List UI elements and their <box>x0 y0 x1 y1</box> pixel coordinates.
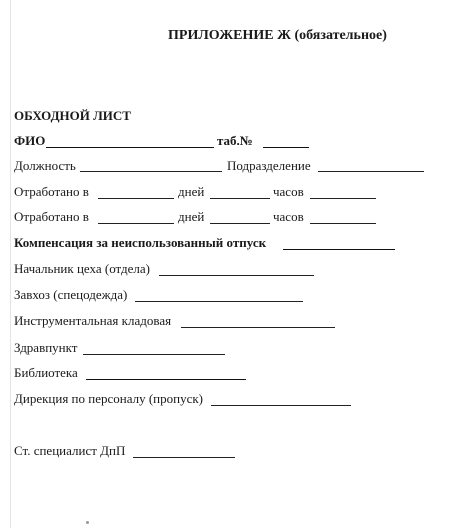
days-field-2[interactable] <box>210 223 270 224</box>
medical-field[interactable] <box>83 354 225 355</box>
hours-label-2: часов <box>273 209 304 224</box>
fio-field[interactable] <box>46 147 214 148</box>
department-label: Подразделение <box>227 158 311 173</box>
hr-directorate-label: Дирекция по персоналу (пропуск) <box>14 391 203 406</box>
position-label: Должность <box>14 158 76 173</box>
department-field[interactable] <box>318 171 424 172</box>
library-label: Библиотека <box>14 365 78 380</box>
days-label-2: дней <box>178 209 205 224</box>
appendix-title: ПРИЛОЖЕНИЕ Ж (обязательное) <box>168 28 387 43</box>
compensation-label: Компенсация за неиспользованный отпуск <box>14 235 267 250</box>
tool-storage-field[interactable] <box>181 327 335 328</box>
hours-field-1[interactable] <box>310 198 376 199</box>
specialist-label: Ст. специалист ДпП <box>14 443 126 458</box>
worked-label-1: Отработано в <box>14 184 89 199</box>
supply-field[interactable] <box>135 301 303 302</box>
days-label-1: дней <box>178 184 205 199</box>
hours-label-1: часов <box>273 184 304 199</box>
tool-storage-label: Инструментальная кладовая <box>14 313 172 328</box>
scan-speck <box>86 521 89 524</box>
specialist-field[interactable] <box>133 457 235 458</box>
form-title: ОБХОДНОЙ ЛИСТ <box>14 108 131 123</box>
hr-directorate-field[interactable] <box>211 405 351 406</box>
position-field[interactable] <box>80 171 222 172</box>
library-field[interactable] <box>86 379 246 380</box>
fio-label: ФИО <box>14 133 46 148</box>
shop-head-field[interactable] <box>159 275 314 276</box>
worked-period-field-2[interactable] <box>98 223 174 224</box>
tab-number-field[interactable] <box>263 147 309 148</box>
supply-label: Завхоз (спецодежда) <box>14 287 128 302</box>
worked-label-2: Отработано в <box>14 209 89 224</box>
shop-head-label: Начальник цеха (отдела) <box>14 261 150 276</box>
hours-field-2[interactable] <box>310 223 376 224</box>
worked-period-field-1[interactable] <box>98 198 174 199</box>
page-edge-shadow <box>10 0 11 528</box>
tab-number-label: таб.№ <box>217 133 253 148</box>
compensation-field[interactable] <box>283 249 395 250</box>
days-field-1[interactable] <box>210 198 270 199</box>
medical-label: Здравпункт <box>14 340 78 355</box>
